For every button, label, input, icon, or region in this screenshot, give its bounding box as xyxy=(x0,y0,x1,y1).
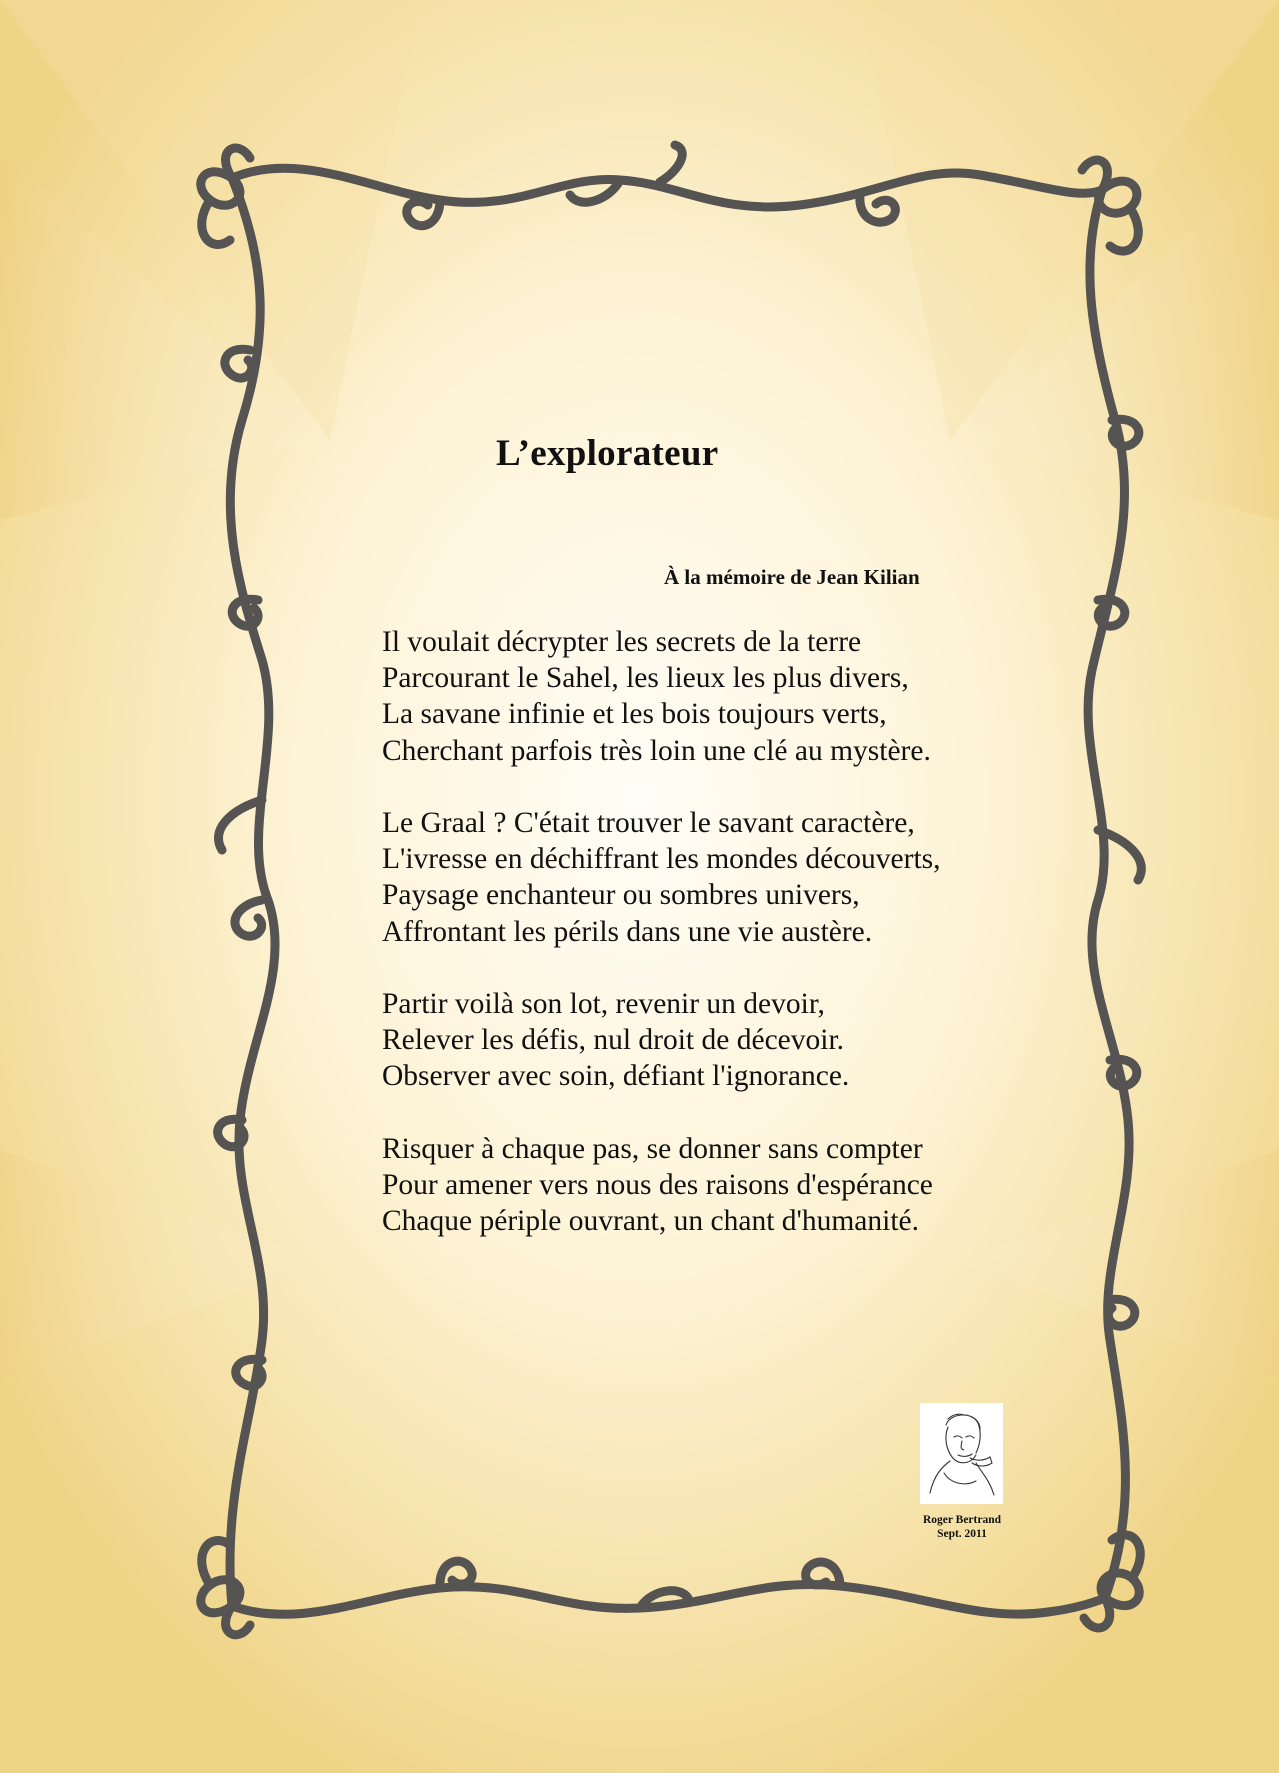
verse: L'ivresse en déchiffrant les mondes découverts, xyxy=(382,843,941,876)
verse: Relever les défis, nul droit de décevoir. xyxy=(382,1024,845,1057)
verse: Affrontant les périls dans une vie austère. xyxy=(382,915,873,948)
author-portrait-sketch-icon xyxy=(920,1403,1003,1504)
verse: Il voulait décrypter les secrets de la terre xyxy=(382,626,862,658)
verse: Chaque périple ouvrant, un chant d'humanité. xyxy=(382,1205,919,1238)
verse: Le Graal ? C'était trouver le savant caractère, xyxy=(382,807,915,839)
verse: Observer avec soin, défiant l'ignorance. xyxy=(382,1060,850,1093)
verse: Risquer à chaque pas, se donner sans compter xyxy=(382,1132,923,1165)
dedication: À la mémoire de Jean Kilian xyxy=(664,565,920,589)
frame-curl-top-center-2 xyxy=(660,145,682,182)
verse: Paysage enchanteur ou sombres univers, xyxy=(382,879,860,912)
frame-curl-right-5 xyxy=(1108,1299,1135,1326)
stanza-2 xyxy=(382,805,941,950)
signature xyxy=(906,1513,1018,1541)
verse: Partir voilà son lot, revenir un devoir, xyxy=(382,988,825,1020)
frame-curl-top-left xyxy=(407,200,440,226)
frame-corner-bottom-left xyxy=(201,1541,250,1635)
verse: Pour amener vers nous des raisons d'espérance xyxy=(382,1169,933,1201)
frame-curl-right-1 xyxy=(1112,419,1139,446)
poem-body xyxy=(382,624,941,1239)
frame-curl-right-2 xyxy=(1098,599,1125,626)
frame-left-edge xyxy=(230,178,275,1606)
frame-curl-left-1 xyxy=(225,349,252,378)
verse: Parcourant le Sahel, les lieux les plus divers, xyxy=(382,662,909,695)
poem-title: L’explorateur xyxy=(496,433,719,474)
frame-curl-left-5 xyxy=(218,1119,244,1147)
frame-curl-left-4 xyxy=(235,900,262,936)
stanza-1 xyxy=(382,624,941,769)
author-name: Roger Bertrand xyxy=(922,1514,1002,1526)
verse: La savane infinie et les bois toujours verts, xyxy=(382,698,887,731)
stanza-4 xyxy=(382,1131,941,1240)
frame-right-edge xyxy=(1088,190,1129,1598)
stanza-3 xyxy=(382,986,941,1095)
frame-curl-left-6 xyxy=(236,1359,262,1386)
signature-date: Sept. 2011 xyxy=(937,1528,987,1540)
frame-corner-top-left xyxy=(201,148,250,244)
frame-curl-top-right xyxy=(860,196,896,222)
author-portrait xyxy=(920,1403,1003,1504)
verse: Cherchant parfois très loin une clé au mystère. xyxy=(382,734,931,767)
